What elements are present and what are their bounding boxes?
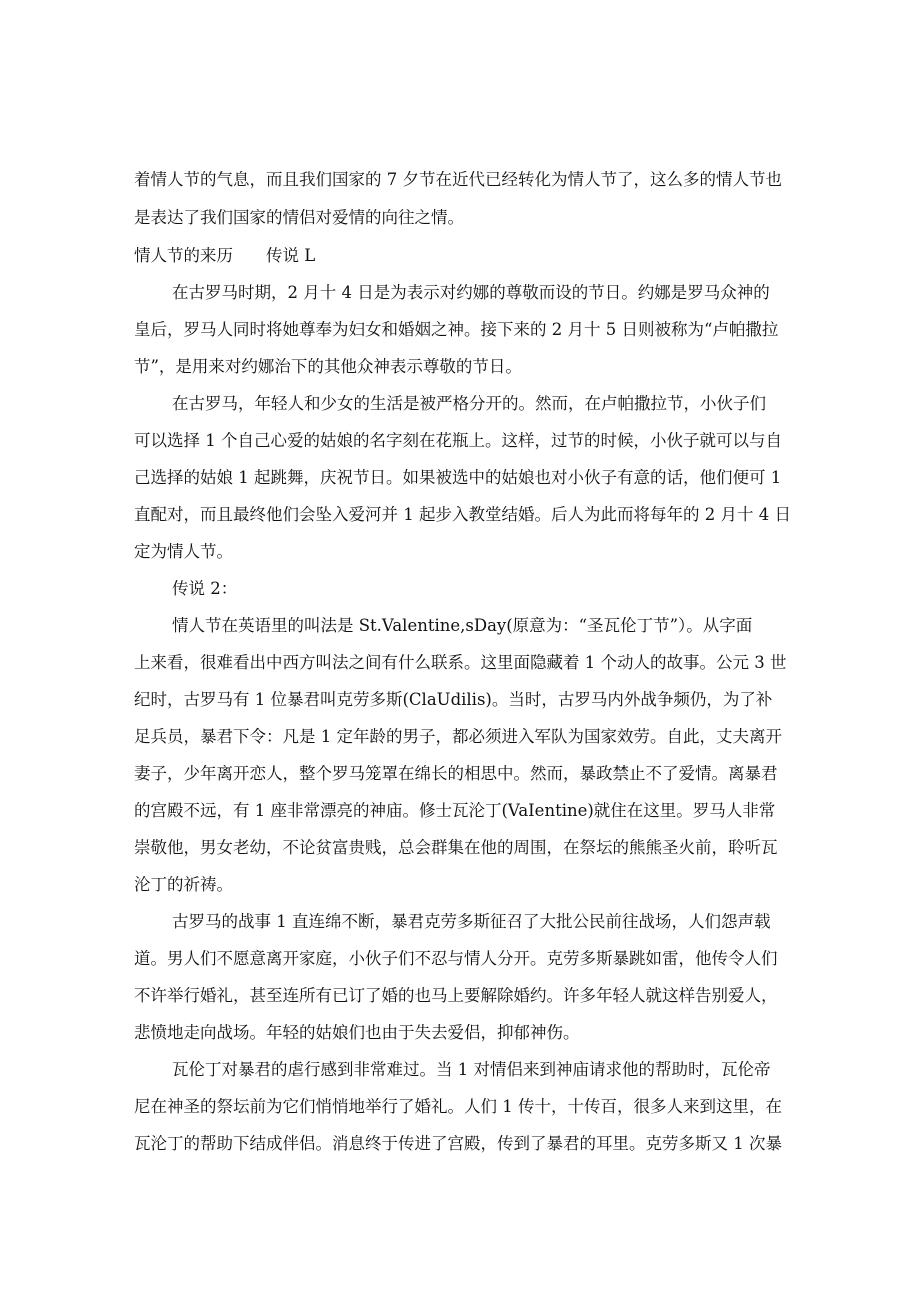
text-line: 足兵员，暴君下令：凡是 1 定年龄的男子，都必须进入军队为国家效劳。自此，丈夫离开 bbox=[134, 727, 782, 746]
text-line: 己选择的姑娘 1 起跳舞，庆祝节日。如果被选中的姑娘也对小伙子有意的话，他们便可 1 bbox=[134, 468, 782, 487]
text-line: 悲愤地走向战场。年轻的姑娘们也由于失去爱侣，抑郁神伤。 bbox=[134, 1023, 580, 1042]
subheading: 传说 2： bbox=[172, 579, 238, 598]
text-line: 定为情人节。 bbox=[134, 542, 233, 561]
text-line: 瓦伦丁对暴君的虐行感到非常难过。当 1 对情侣来到神庙请求他的帮助时，瓦伦帝 bbox=[172, 1060, 771, 1079]
text-line: 古罗马的战事 1 直连绵不断，暴君克劳多斯征召了大批公民前往战场，人们怨声载 bbox=[172, 912, 771, 931]
text-line: 着情人节的气息，而且我们国家的 7 夕节在近代已经转化为情人节了，这么多的情人节也 bbox=[134, 170, 782, 189]
text-line: 情人节在英语里的叫法是 St.Valentine,sDay(原意为：“圣瓦伦丁节”）。从字面 bbox=[172, 616, 753, 635]
text-line: 的宫殿不远，有 1 座非常漂亮的神庙。修士瓦沦丁(VaIentine)就住在这里。罗马人非常 bbox=[134, 801, 776, 820]
text-line: 在古罗马，年轻人和少女的生活是被严格分开的。然而，在卢帕撒拉节，小伙子们 bbox=[172, 394, 766, 413]
text-line: 皇后，罗马人同时将她尊奉为妇女和婚姻之神。接下来的 2 月十 5 日则被称为“卢帕撒拉 bbox=[134, 320, 779, 339]
text-line: 可以选择 1 个自己心爱的姑娘的名字刻在花瓶上。这样，过节的时候，小伙子就可以与自 bbox=[134, 431, 782, 450]
text-line: 妻子，少年离开恋人，整个罗马笼罩在绵长的相思中。然而，暴政禁止不了爱情。离暴君 bbox=[134, 764, 778, 783]
text-line: 纪时，古罗马有 1 位暴君叫克劳多斯(ClaUdilis)。当时，古罗马内外战争频仍，为了补 bbox=[134, 690, 773, 709]
text-line: 沦丁的祈祷。 bbox=[134, 875, 233, 894]
text-line: 不许举行婚礼，甚至连所有已订了婚的也马上要解除婚约。许多年轻人就这样告别爱人， bbox=[134, 986, 778, 1005]
text-line: 上来看，很难看出中西方叫法之间有什么联系。这里面隐藏着 1 个动人的故事。公元 3 世 bbox=[134, 653, 787, 672]
text-line: 尼在神圣的祭坛前为它们悄悄地举行了婚礼。人们 1 传十，十传百，很多人来到这里，在 bbox=[134, 1097, 782, 1116]
text-line: 直配对，而且最终他们会坠入爱河并 1 起步入教堂结婚。后人为此而将每年的 2 月十 4 日 bbox=[134, 505, 791, 524]
text-line: 瓦沦丁的帮助下结成伴侣。消息终于传进了宫殿，传到了暴君的耳里。克劳多斯又 1 次暴 bbox=[134, 1134, 782, 1153]
section-heading: 情人节的来历 传说 L bbox=[134, 246, 316, 265]
text-line: 是表达了我们国家的情侣对爱情的向往之情。 bbox=[134, 208, 464, 227]
text-line: 道。男人们不愿意离开家庭，小伙子们不忍与情人分开。克劳多斯暴跳如雷，他传令人们 bbox=[134, 949, 778, 968]
text-line: 在古罗马时期，2 月十 4 日是为表示对约娜的尊敬而设的节日。约娜是罗马众神的 bbox=[172, 283, 770, 302]
text-line: 崇敬他，男女老幼，不论贫富贵贱，总会群集在他的周围，在祭坛的熊熊圣火前，聆听瓦 bbox=[134, 838, 778, 857]
text-line: 节”，是用来对约娜治下的其他众神表示尊敬的节日。 bbox=[134, 357, 522, 376]
